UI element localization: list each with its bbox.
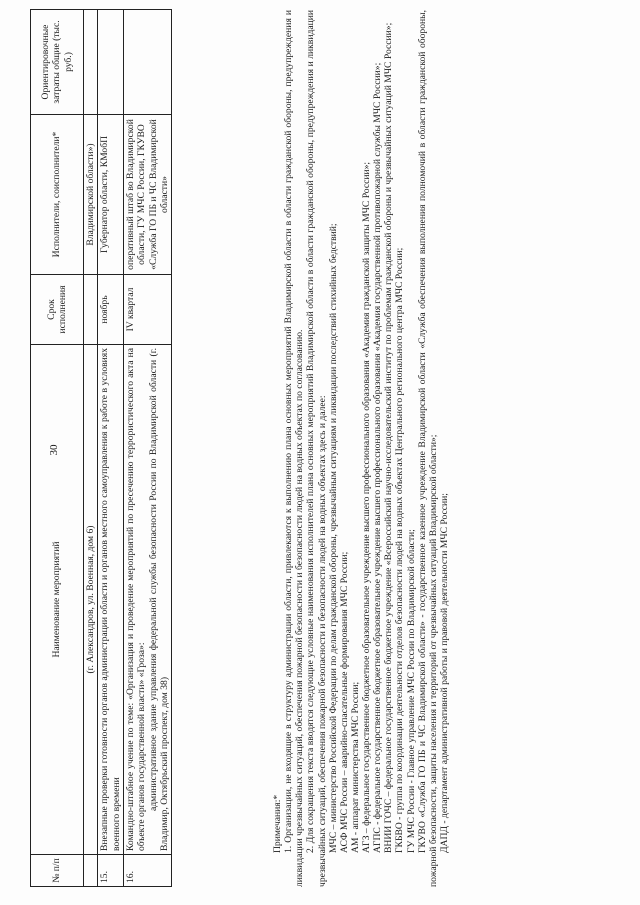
note-item: МЧС – министерство Российской Федерации по делам гражданской обороны, чрезвычайным ситуациям и ликвидации последствий стихийных бедствий;	[327, 223, 339, 853]
header-executors: Исполнители, соисполнители*	[31, 115, 84, 275]
note-item: ГУ МЧС России - Главное управление МЧС России по Владимирской области;	[405, 529, 417, 853]
note-item: 1. Организации, не входящие в структуру администрации области, привлекаются к выполнению плана основных мероприятий Владимирской области в области гражданской обороны, предупреждения и ликвидации чрезвычайных ситуаций, обеспечения пожарной безопасности и безопасности людей на водных объектах по согласованию.	[283, 10, 306, 887]
note-item: ВНИИ ГОЧС – федеральное государственное бюджетное учреждение «Всероссийский научно-исследовательский институт по проблемам гражданской обороны и чрезвычайных ситуаций МЧС России»;	[383, 22, 395, 853]
row-term: ноябрь	[98, 275, 124, 345]
header-cost: Ориентировочные затраты общие (тыс. руб.)	[31, 10, 84, 115]
continuation-name: (г. Александров, ул. Военная, дом 6)	[84, 345, 98, 855]
table-row	[98, 10, 124, 887]
notes-section	[272, 10, 450, 887]
header-num: № п/п	[31, 855, 84, 887]
note-item: ГКУВО «Служба ГО ПБ и ЧС Владимирской области» - государственное казенное учреждение Владимирской области «Служба обеспечения выполнения полномочий в области гражданской обороны, пожарной безопасности, защиты населения и территорий от чрезвычайных ситуаций Владимирской области»;	[416, 10, 439, 887]
notes-heading: Примечания:*	[272, 794, 283, 853]
row-cost	[98, 10, 124, 115]
note-item: АСФ МЧС России – аварийно-спасательные формирования МЧС России;	[338, 551, 350, 853]
header-name: Наименование мероприятий	[31, 345, 84, 855]
row-executors: оперативный штаб во Владимирской области, ГУ МЧС России, ГКУВО «Служба ГО ПБ и ЧС Владимирской области»	[123, 115, 171, 275]
note-item: АГПС - федеральное государственное бюджетное образовательное учреждение высшего профессионального образования «Академия государственной противопожарной службы МЧС России»;	[372, 62, 384, 853]
row-name	[123, 345, 171, 855]
row-num: 16.	[123, 855, 171, 887]
continuation-executors: Владимирской области»)	[84, 115, 98, 275]
table-continuation-row	[84, 10, 98, 887]
note-item: ДАПД - департамент административной работы и правовой деятельности МЧС России;	[438, 493, 450, 853]
row-name: Внезапные проверки готовности органов администрации области и органов местного самоуправления к работе в условиях военного времени	[98, 345, 124, 855]
header-term: Срок исполнения	[31, 275, 84, 345]
row-num: 15.	[98, 855, 124, 887]
table-row	[123, 10, 171, 887]
table-header-row	[31, 10, 84, 887]
row-cost	[123, 10, 171, 115]
note-item: АГЗ – федеральное государственное бюджетное образовательное учреждение высшего профессионального образования «Академия гражданской защиты МЧС России»;	[361, 161, 372, 853]
page-number: 30	[48, 444, 60, 456]
row-executors: Губернатор области, КМобП	[98, 115, 124, 275]
row-name-sub: административное здание управления федеральной службы безопасности России по Владимирской области (г. Владимир, Октябрьский проспект, дом 38)	[147, 348, 170, 851]
events-table	[30, 9, 172, 887]
row-term: IV квартал	[123, 275, 171, 345]
note-item: 2. Для сокращения текста вводятся следующие условные наименования исполнителей плана основных мероприятий Владимирской области в области гражданской обороны, предупреждения и ликвидации чрезвычайных ситуаций, обеспечения пожарной безопасности и безопасности людей на водных объектах здесь и далее:	[305, 10, 328, 887]
note-item: ГКБВО - группа по координации деятельности отделов безопасности людей на водных объектах Центрального регионального центра МЧС России;	[394, 247, 406, 853]
note-item: АМ - аппарат министерства МЧС России;	[349, 681, 361, 853]
row-name-main: Командно-штабное учение по теме: «Организация и проведение мероприятий по пресечению террористического акта на объекте органов государственной власти» «Гроза»:	[124, 348, 148, 851]
